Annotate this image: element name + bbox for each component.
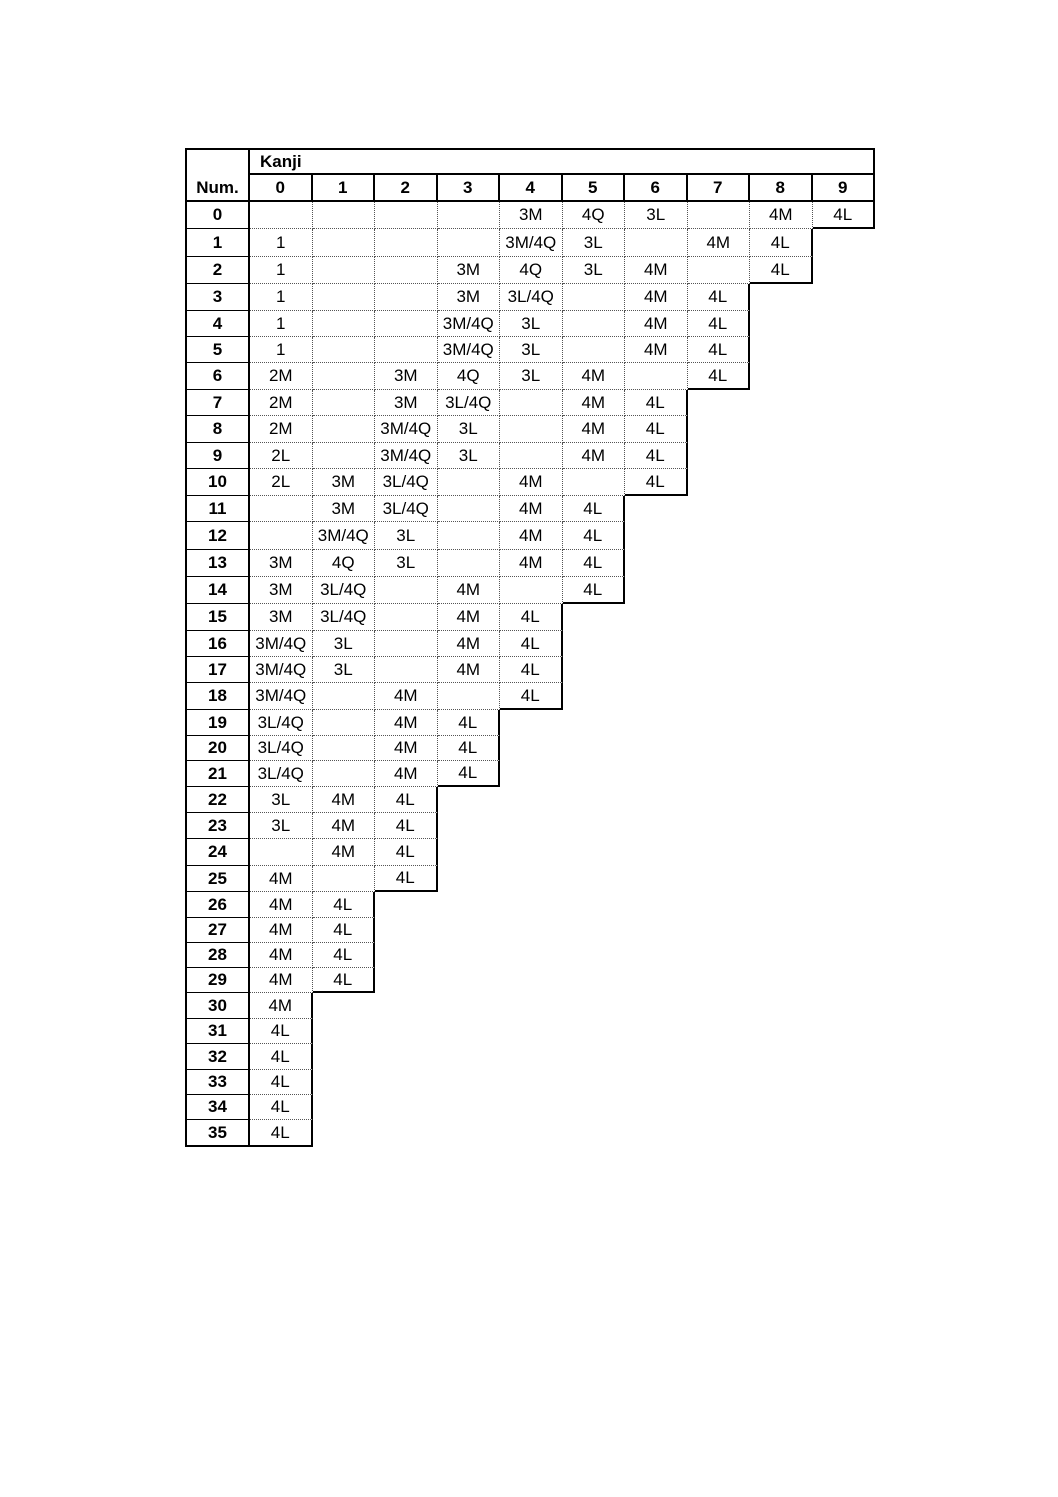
- grid-cell: [688, 202, 751, 229]
- grid-cell: [313, 257, 376, 284]
- grid-cell: [688, 257, 751, 284]
- grid-cell: 3L: [250, 787, 313, 813]
- grid-cell: 4L: [563, 577, 626, 604]
- grid-cell: 2M: [250, 363, 313, 390]
- grid-cell: 4L: [563, 522, 626, 550]
- grid-cell: 4L: [250, 1070, 313, 1095]
- grid-cell: 3L/4Q: [250, 761, 313, 787]
- grid-cell: [438, 229, 501, 257]
- row-label-3: 3: [185, 284, 250, 311]
- grid-cell: 4M: [313, 787, 376, 813]
- grid-cell: 4M: [250, 968, 313, 993]
- grid-cell: 4M: [313, 813, 376, 839]
- grid-cell: 4L: [375, 787, 438, 813]
- grid-cell: 3M: [313, 496, 376, 522]
- row-label-14: 14: [185, 577, 250, 604]
- grid-cell: 4M: [375, 710, 438, 736]
- grid-cell: [500, 390, 563, 416]
- grid-cell: 3L: [500, 337, 563, 363]
- grid-cell: 3L: [375, 522, 438, 550]
- grid-cell: 4M: [563, 443, 626, 469]
- grid-cell: 3M/4Q: [438, 337, 501, 363]
- grid-cell: 4L: [500, 657, 563, 683]
- grid-cell: 3L: [563, 229, 626, 257]
- grid-cell: 4M: [625, 284, 688, 311]
- row-label-1: 1: [185, 229, 250, 257]
- row-label-4: 4: [185, 311, 250, 337]
- grid-cell: 3M/4Q: [438, 311, 501, 337]
- row-label-22: 22: [185, 787, 250, 813]
- grid-cell: 3M/4Q: [375, 443, 438, 469]
- grid-cell: 4M: [438, 577, 501, 604]
- grid-cell: [438, 202, 501, 229]
- grid-cell: 4L: [563, 550, 626, 577]
- grid-cell: 2M: [250, 416, 313, 443]
- grid-cell: 4L: [250, 1044, 313, 1070]
- row-label-31: 31: [185, 1019, 250, 1044]
- grid-cell: 4M: [500, 522, 563, 550]
- grid-cell: 4L: [625, 469, 688, 496]
- grid-cell: [500, 443, 563, 469]
- grid-cell: [375, 229, 438, 257]
- grid-cell: 3L/4Q: [250, 736, 313, 761]
- grid-cell: 3M: [438, 257, 501, 284]
- grid-cell: 3M: [313, 469, 376, 496]
- grid-cell: 3L: [375, 550, 438, 577]
- row-label-10: 10: [185, 469, 250, 496]
- grid-cell: 3M/4Q: [375, 416, 438, 443]
- grid-cell: 4M: [688, 229, 751, 257]
- grid-cell: 3L: [563, 257, 626, 284]
- grid-cell: 3M: [250, 604, 313, 631]
- grid-cell: 4L: [500, 604, 563, 631]
- grid-cell: 4L: [563, 496, 626, 522]
- grid-cell: 3M/4Q: [250, 631, 313, 657]
- grid-cell: 4M: [625, 337, 688, 363]
- grid-cell: [375, 577, 438, 604]
- grid-cell: 1: [250, 311, 313, 337]
- grid-cell: 4M: [563, 363, 626, 390]
- grid-cell: [313, 443, 376, 469]
- grid-cell: [375, 631, 438, 657]
- column-header-7: 7: [688, 175, 751, 202]
- grid-cell: 4L: [500, 631, 563, 657]
- column-header-1: 1: [313, 175, 376, 202]
- grid-cell: 4M: [313, 839, 376, 866]
- grid-cell: 4Q: [563, 202, 626, 229]
- row-label-5: 5: [185, 337, 250, 363]
- grid-cell: 4M: [250, 892, 313, 918]
- grid-cell: [500, 416, 563, 443]
- column-header-2: 2: [375, 175, 438, 202]
- grid-cell: [313, 416, 376, 443]
- grid-cell: 4L: [688, 363, 751, 390]
- grid-cell: 4L: [375, 839, 438, 866]
- grid-cell: 4M: [250, 866, 313, 892]
- column-header-8: 8: [750, 175, 813, 202]
- kanji-header-label: Kanji: [260, 151, 302, 171]
- grid-cell: 3M: [438, 284, 501, 311]
- column-header-5: 5: [563, 175, 626, 202]
- row-label-16: 16: [185, 631, 250, 657]
- row-label-20: 20: [185, 736, 250, 761]
- row-label-28: 28: [185, 943, 250, 968]
- grid-cell: 4L: [688, 337, 751, 363]
- grid-cell: 3L/4Q: [313, 577, 376, 604]
- column-header-4: 4: [500, 175, 563, 202]
- row-label-17: 17: [185, 657, 250, 683]
- column-header-9: 9: [813, 175, 876, 202]
- row-label-21: 21: [185, 761, 250, 787]
- grid-cell: [375, 257, 438, 284]
- grid-cell: [313, 311, 376, 337]
- grid-cell: 3M/4Q: [250, 683, 313, 710]
- grid-cell: [375, 337, 438, 363]
- grid-cell: 3L/4Q: [250, 710, 313, 736]
- grid-cell: 4L: [313, 968, 376, 993]
- grid-cell: [375, 284, 438, 311]
- grid-cell: 1: [250, 229, 313, 257]
- grid-cell: 3L: [500, 363, 563, 390]
- grid-cell: 4L: [625, 390, 688, 416]
- grid-cell: 4L: [750, 257, 813, 284]
- grid-cell: 4M: [375, 761, 438, 787]
- grid-cell: 4L: [813, 202, 876, 229]
- grid-cell: [313, 390, 376, 416]
- row-label-12: 12: [185, 522, 250, 550]
- grid-cell: 4L: [500, 683, 563, 710]
- grid-cell: [438, 550, 501, 577]
- row-label-30: 30: [185, 993, 250, 1019]
- row-label-26: 26: [185, 892, 250, 918]
- grid-cell: 1: [250, 337, 313, 363]
- grid-cell: 4M: [375, 736, 438, 761]
- row-label-0: 0: [185, 202, 250, 229]
- grid-cell: 3L: [313, 631, 376, 657]
- grid-cell: [438, 496, 501, 522]
- grid-cell: 4M: [375, 683, 438, 710]
- grid-cell: 4L: [625, 416, 688, 443]
- column-header-6: 6: [625, 175, 688, 202]
- grid-cell: 4M: [563, 390, 626, 416]
- row-label-24: 24: [185, 839, 250, 866]
- grid-cell: 2M: [250, 390, 313, 416]
- grid-cell: 4L: [688, 284, 751, 311]
- grid-cell: [313, 229, 376, 257]
- grid-cell: 4M: [500, 469, 563, 496]
- row-label-35: 35: [185, 1120, 250, 1147]
- grid-cell: 4L: [375, 866, 438, 892]
- grid-cell: 4M: [438, 631, 501, 657]
- grid-cell: 4L: [313, 918, 376, 943]
- grid-cell: [313, 866, 376, 892]
- grid-cell: 4L: [313, 892, 376, 918]
- grid-cell: [375, 604, 438, 631]
- grid-cell: 4M: [438, 604, 501, 631]
- grid-cell: 3L/4Q: [313, 604, 376, 631]
- grid-cell: 2L: [250, 469, 313, 496]
- grid-cell: 3M/4Q: [313, 522, 376, 550]
- grid-cell: [313, 202, 376, 229]
- grid-cell: 3M: [375, 363, 438, 390]
- row-label-34: 34: [185, 1095, 250, 1120]
- grid-cell: [313, 363, 376, 390]
- grid-cell: 4Q: [500, 257, 563, 284]
- grid-cell: [563, 469, 626, 496]
- grid-cell: [313, 736, 376, 761]
- grid-cell: [563, 337, 626, 363]
- grid-cell: 3M: [500, 202, 563, 229]
- grid-cell: 2L: [250, 443, 313, 469]
- row-label-2: 2: [185, 257, 250, 284]
- grid-cell: 4L: [438, 761, 501, 787]
- row-label-15: 15: [185, 604, 250, 631]
- grid-cell: 3M/4Q: [250, 657, 313, 683]
- row-label-23: 23: [185, 813, 250, 839]
- grid-cell: [375, 657, 438, 683]
- row-label-19: 19: [185, 710, 250, 736]
- grid-cell: [375, 202, 438, 229]
- grid-cell: 4L: [375, 813, 438, 839]
- grid-cell: [438, 469, 501, 496]
- row-label-25: 25: [185, 866, 250, 892]
- grid-cell: 4L: [250, 1120, 313, 1147]
- grid-cell: 4M: [438, 657, 501, 683]
- row-label-11: 11: [185, 496, 250, 522]
- grid-cell: 4M: [625, 311, 688, 337]
- row-header-label: Num.: [196, 178, 239, 197]
- grid-cell: [563, 311, 626, 337]
- grid-cell: 3L: [500, 311, 563, 337]
- row-label-18: 18: [185, 683, 250, 710]
- grid-cell: 4L: [438, 710, 501, 736]
- header-corner: [185, 148, 250, 202]
- column-header-0: 0: [250, 175, 313, 202]
- grid-cell: 1: [250, 284, 313, 311]
- row-label-6: 6: [185, 363, 250, 390]
- grid-cell: 4L: [313, 943, 376, 968]
- grid-cell: 4M: [250, 918, 313, 943]
- grid-cell: 4L: [438, 736, 501, 761]
- grid-cell: [625, 229, 688, 257]
- grid-cell: [313, 710, 376, 736]
- row-label-27: 27: [185, 918, 250, 943]
- grid-cell: 3M: [375, 390, 438, 416]
- grid-cell: 3L: [313, 657, 376, 683]
- grid-cell: 3L/4Q: [500, 284, 563, 311]
- grid-cell: [250, 839, 313, 866]
- column-group-header: [250, 148, 875, 175]
- row-label-33: 33: [185, 1070, 250, 1095]
- grid-cell: 4L: [625, 443, 688, 469]
- row-label-29: 29: [185, 968, 250, 993]
- grid-cell: 4M: [625, 257, 688, 284]
- grid-cell: [313, 337, 376, 363]
- grid-cell: [375, 311, 438, 337]
- grid-cell: [313, 683, 376, 710]
- grid-cell: 3M/4Q: [500, 229, 563, 257]
- grid-cell: [250, 496, 313, 522]
- grid-cell: 1: [250, 257, 313, 284]
- grid-cell: 4L: [250, 1019, 313, 1044]
- grid-cell: [563, 284, 626, 311]
- row-label-7: 7: [185, 390, 250, 416]
- grid-cell: [625, 363, 688, 390]
- grid-cell: 4L: [750, 229, 813, 257]
- grid-cell: [438, 522, 501, 550]
- grid-cell: [250, 202, 313, 229]
- column-header-3: 3: [438, 175, 501, 202]
- row-label-8: 8: [185, 416, 250, 443]
- grid-cell: [250, 522, 313, 550]
- grid-cell: 3L: [438, 443, 501, 469]
- grid-cell: 3L/4Q: [375, 496, 438, 522]
- grid-cell: [313, 284, 376, 311]
- row-label-13: 13: [185, 550, 250, 577]
- grid-cell: 4M: [750, 202, 813, 229]
- grid-cell: 3L: [625, 202, 688, 229]
- grid-cell: [438, 683, 501, 710]
- grid-cell: 4M: [500, 496, 563, 522]
- grid-cell: [313, 761, 376, 787]
- grid-cell: 3L: [438, 416, 501, 443]
- grid-cell: 4L: [688, 311, 751, 337]
- grid-cell: 4L: [250, 1095, 313, 1120]
- grid-cell: 4M: [563, 416, 626, 443]
- grid-cell: 4Q: [313, 550, 376, 577]
- grid-cell: 4M: [250, 993, 313, 1019]
- grid-cell: 4M: [500, 550, 563, 577]
- grid-cell: [500, 577, 563, 604]
- grid-cell: 3L/4Q: [375, 469, 438, 496]
- row-label-9: 9: [185, 443, 250, 469]
- grid-cell: 4Q: [438, 363, 501, 390]
- grid-cell: 3M: [250, 577, 313, 604]
- grid-cell: 3L/4Q: [438, 390, 501, 416]
- grid-cell: 3L: [250, 813, 313, 839]
- row-label-32: 32: [185, 1044, 250, 1070]
- grid-cell: 4M: [250, 943, 313, 968]
- grid-cell: 3M: [250, 550, 313, 577]
